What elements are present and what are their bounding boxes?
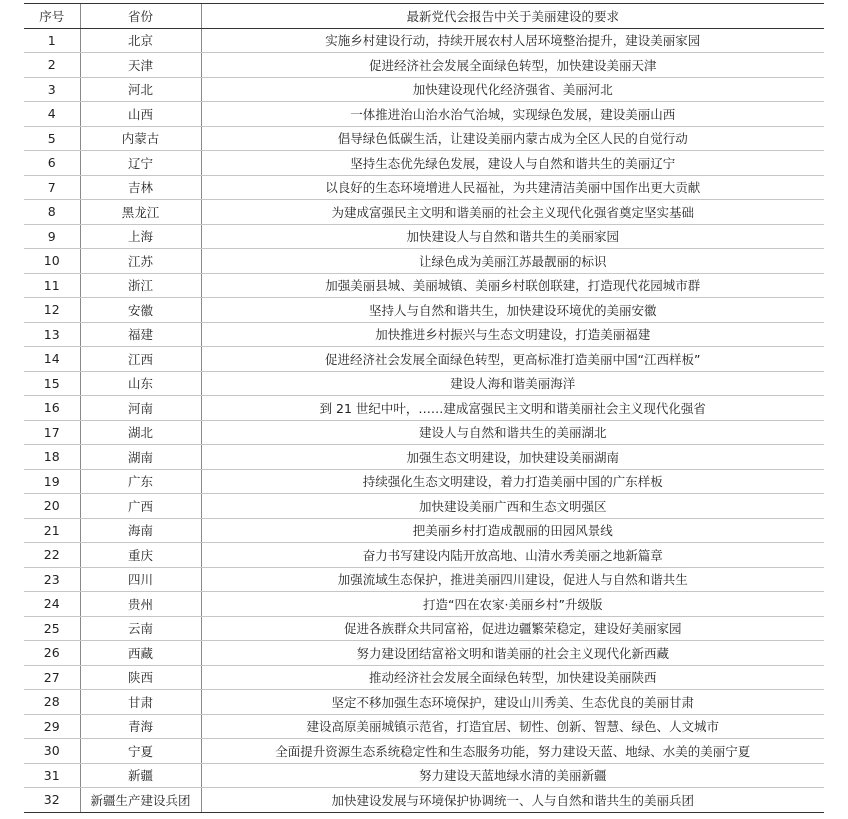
province-cell: 山西 [80,102,201,127]
serial-number-cell: 29 [24,714,80,739]
serial-number-cell: 8 [24,200,80,225]
serial-number-cell: 12 [24,298,80,323]
province-cell: 吉林 [80,175,201,200]
serial-number-cell: 11 [24,273,80,298]
table-row [24,665,824,690]
requirement-cell: 加强流域生态保护，推进美丽四川建设，促进人与自然和谐共生 [201,567,824,592]
province-cell: 湖北 [80,420,201,445]
requirement-cell: 加强美丽县城、美丽城镇、美丽乡村联创联建，打造现代花园城市群 [201,273,824,298]
serial-number-cell: 31 [24,763,80,788]
header-serial-number: 序号 [24,4,80,29]
province-cell: 新疆 [80,763,201,788]
serial-number-cell: 10 [24,249,80,274]
table-row [24,126,824,151]
serial-number-cell: 23 [24,567,80,592]
serial-number-cell: 18 [24,445,80,470]
serial-number-cell: 19 [24,469,80,494]
requirement-cell: 推动经济社会发展全面绿色转型，加快建设美丽陕西 [201,665,824,690]
table-row [24,28,824,53]
serial-number-cell: 1 [24,28,80,53]
requirement-cell: 到 21 世纪中叶，……建成富强民主文明和谐美丽社会主义现代化强省 [201,396,824,421]
table-row [24,543,824,568]
requirement-cell: 促进经济社会发展全面绿色转型，加快建设美丽天津 [201,53,824,78]
table-body [24,28,824,812]
serial-number-cell: 21 [24,518,80,543]
serial-number-cell: 32 [24,788,80,813]
requirement-cell: 打造“四在农家·美丽乡村”升级版 [201,592,824,617]
requirement-cell: 全面提升资源生态系统稳定性和生态服务功能，努力建设天蓝、地绿、水美的美丽宁夏 [201,739,824,764]
requirement-cell: 奋力书写建设内陆开放高地、山清水秀美丽之地新篇章 [201,543,824,568]
table-row [24,396,824,421]
table-header-row [24,4,824,29]
province-cell: 黑龙江 [80,200,201,225]
table-row [24,200,824,225]
requirement-cell: 坚持人与自然和谐共生，加快建设环境优的美丽安徽 [201,298,824,323]
table-row [24,445,824,470]
province-cell: 河北 [80,77,201,102]
table-row [24,347,824,372]
table-row [24,788,824,813]
requirement-cell: 以良好的生态环境增进人民福祉，为共建清洁美丽中国作出更大贡献 [201,175,824,200]
requirement-cell: 倡导绿色低碳生活，让建设美丽内蒙古成为全区人民的自觉行动 [201,126,824,151]
province-cell: 广西 [80,494,201,519]
table-row [24,616,824,641]
serial-number-cell: 15 [24,371,80,396]
table-row [24,53,824,78]
table-row [24,77,824,102]
table-row [24,151,824,176]
requirement-cell: 加快建设美丽广西和生态文明强区 [201,494,824,519]
header-province: 省份 [80,4,201,29]
province-cell: 新疆生产建设兵团 [80,788,201,813]
requirement-cell: 努力建设天蓝地绿水清的美丽新疆 [201,763,824,788]
serial-number-cell: 30 [24,739,80,764]
serial-number-cell: 16 [24,396,80,421]
requirement-cell: 为建成富强民主文明和谐美丽的社会主义现代化强省奠定坚实基础 [201,200,824,225]
serial-number-cell: 27 [24,665,80,690]
table-row [24,714,824,739]
province-cell: 陕西 [80,665,201,690]
serial-number-cell: 3 [24,77,80,102]
requirement-cell: 加快推进乡村振兴与生态文明建设，打造美丽福建 [201,322,824,347]
table-row [24,322,824,347]
serial-number-cell: 28 [24,690,80,715]
province-cell: 河南 [80,396,201,421]
requirement-cell: 实施乡村建设行动，持续开展农村人居环境整治提升，建设美丽家园 [201,28,824,53]
requirement-cell: 加快建设人与自然和谐共生的美丽家园 [201,224,824,249]
table-row [24,273,824,298]
province-cell: 四川 [80,567,201,592]
serial-number-cell: 26 [24,641,80,666]
serial-number-cell: 5 [24,126,80,151]
province-cell: 甘肃 [80,690,201,715]
province-cell: 广东 [80,469,201,494]
table-row [24,102,824,127]
province-cell: 浙江 [80,273,201,298]
table-row [24,739,824,764]
serial-number-cell: 7 [24,175,80,200]
requirement-cell: 把美丽乡村打造成靓丽的田园风景线 [201,518,824,543]
requirement-cell: 加强生态文明建设，加快建设美丽湖南 [201,445,824,470]
table-row [24,224,824,249]
province-cell: 内蒙古 [80,126,201,151]
serial-number-cell: 17 [24,420,80,445]
table-row [24,371,824,396]
province-cell: 北京 [80,28,201,53]
table-row [24,420,824,445]
serial-number-cell: 9 [24,224,80,249]
province-cell: 湖南 [80,445,201,470]
province-cell: 天津 [80,53,201,78]
header-requirement: 最新党代会报告中关于美丽建设的要求 [201,4,824,29]
requirement-cell: 让绿色成为美丽江苏最靓丽的标识 [201,249,824,274]
table-row [24,494,824,519]
province-cell: 西藏 [80,641,201,666]
serial-number-cell: 2 [24,53,80,78]
requirement-cell: 加快建设现代化经济强省、美丽河北 [201,77,824,102]
province-cell: 江西 [80,347,201,372]
requirement-cell: 一体推进治山治水治气治城，实现绿色发展，建设美丽山西 [201,102,824,127]
province-cell: 青海 [80,714,201,739]
requirement-cell: 持续强化生态文明建设，着力打造美丽中国的广东样板 [201,469,824,494]
beautiful-china-requirements-table [24,3,824,813]
requirement-cell: 坚持生态优先绿色发展，建设人与自然和谐共生的美丽辽宁 [201,151,824,176]
province-cell: 云南 [80,616,201,641]
province-cell: 海南 [80,518,201,543]
requirement-cell: 建设人与自然和谐共生的美丽湖北 [201,420,824,445]
serial-number-cell: 24 [24,592,80,617]
requirement-cell: 努力建设团结富裕文明和谐美丽的社会主义现代化新西藏 [201,641,824,666]
requirement-cell: 坚定不移加强生态环境保护，建设山川秀美、生态优良的美丽甘肃 [201,690,824,715]
serial-number-cell: 22 [24,543,80,568]
province-cell: 山东 [80,371,201,396]
province-cell: 辽宁 [80,151,201,176]
province-cell: 上海 [80,224,201,249]
table-row [24,592,824,617]
table-row [24,690,824,715]
province-cell: 重庆 [80,543,201,568]
province-cell: 安徽 [80,298,201,323]
table-row [24,763,824,788]
table-row [24,249,824,274]
serial-number-cell: 13 [24,322,80,347]
province-cell: 福建 [80,322,201,347]
requirement-cell: 建设人海和谐美丽海洋 [201,371,824,396]
serial-number-cell: 20 [24,494,80,519]
serial-number-cell: 6 [24,151,80,176]
serial-number-cell: 4 [24,102,80,127]
table-row [24,567,824,592]
province-cell: 宁夏 [80,739,201,764]
table-row [24,469,824,494]
province-cell: 贵州 [80,592,201,617]
requirement-cell: 促进各族群众共同富裕，促进边疆繁荣稳定，建设好美丽家园 [201,616,824,641]
serial-number-cell: 14 [24,347,80,372]
requirement-cell: 建设高原美丽城镇示范省，打造宜居、韧性、创新、智慧、绿色、人文城市 [201,714,824,739]
requirement-cell: 促进经济社会发展全面绿色转型，更高标准打造美丽中国“江西样板” [201,347,824,372]
requirement-cell: 加快建设发展与环境保护协调统一、人与自然和谐共生的美丽兵团 [201,788,824,813]
province-cell: 江苏 [80,249,201,274]
table-row [24,175,824,200]
table-row [24,518,824,543]
table-row [24,298,824,323]
table-row [24,641,824,666]
serial-number-cell: 25 [24,616,80,641]
